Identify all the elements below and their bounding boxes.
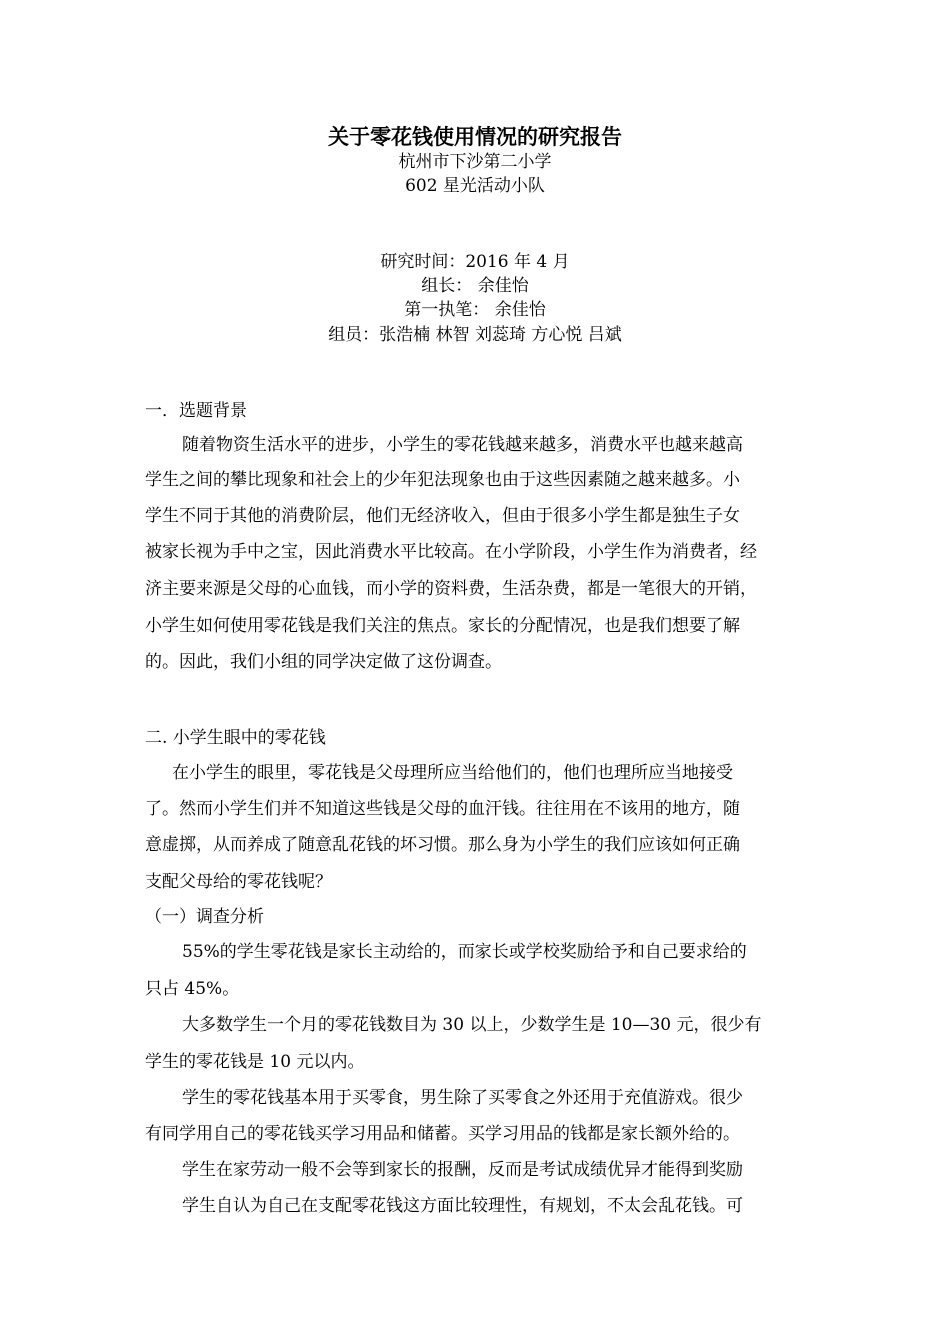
- school-name: 杭州市下沙第二小学: [398, 152, 552, 172]
- paragraph-line: 意虚掷，从而养成了随意乱花钱的坏习惯。那么身为小学生的我们应该如何正确: [145, 835, 740, 855]
- team-name: 602 星光活动小队: [405, 176, 545, 196]
- section-1-heading: 一．选题背景: [145, 401, 247, 421]
- paragraph-line: 学生自认为自己在支配零花钱这方面比较理性，有规划，不太会乱花钱。可: [182, 1196, 743, 1216]
- paragraph-line: 学生之间的攀比现象和社会上的少年犯法现象也由于这些因素随之越来越多。小: [145, 470, 740, 490]
- paragraph-line: 55%的学生零花钱是家长主动给的，而家长或学校奖励给予和自己要求给的: [182, 942, 747, 962]
- paragraph-line: 了。然而小学生们并不知道这些钱是父母的血汗钱。往往用在不该用的地方，随: [145, 799, 740, 819]
- paragraph-line: 被家长视为手中之宝，因此消费水平比较高。在小学阶段，小学生作为消费者，经: [145, 542, 757, 562]
- first-writer: 第一执笔： 余佳怡: [404, 300, 546, 320]
- paragraph-line: 学生的零花钱是 10 元以内。: [145, 1052, 365, 1072]
- research-time: 研究时间：2016 年 4 月: [380, 252, 570, 272]
- sub-heading-analysis: （一）调查分析: [145, 907, 264, 927]
- paragraph-line: 学生不同于其他的消费阶层，他们无经济收入，但由于很多小学生都是独生子女: [145, 506, 740, 526]
- paragraph-line: 的。因此，我们小组的同学决定做了这份调查。: [145, 652, 502, 672]
- paragraph-line: 大多数学生一个月的零花钱数目为 30 以上，少数学生是 10—30 元，很少有: [182, 1015, 762, 1035]
- paragraph-line: 在小学生的眼里，零花钱是父母理所应当给他们的，他们也理所应当地接受: [172, 763, 733, 783]
- section-2-heading: 二. 小学生眼中的零花钱: [145, 728, 326, 748]
- paragraph-line: 支配父母给的零花钱呢？: [145, 872, 332, 892]
- paragraph-line: 有同学用自己的零花钱买学习用品和储蓄。买学习用品的钱都是家长额外给的。: [145, 1124, 740, 1144]
- paragraph-line: 学生在家劳动一般不会等到家长的报酬，反而是考试成绩优异才能得到奖励: [182, 1160, 743, 1180]
- paragraph-line: 济主要来源是父母的心血钱，而小学的资料费，生活杂费，都是一笔很大的开销，: [145, 579, 757, 599]
- paragraph-line: 只占 45%。: [145, 979, 240, 999]
- paragraph-line: 随着物资生活水平的进步，小学生的零花钱越来越多，消费水平也越来越高: [182, 435, 743, 455]
- paragraph-line: 小学生如何使用零花钱是我们关注的焦点。家长的分配情况，也是我们想要了解: [145, 616, 740, 636]
- group-members: 组员：张浩楠 林智 刘蕊琦 方心悦 吕斌: [328, 325, 622, 345]
- paragraph-line: 学生的零花钱基本用于买零食，男生除了买零食之外还用于充值游戏。很少: [182, 1088, 743, 1108]
- report-title: 关于零花钱使用情况的研究报告: [328, 124, 622, 149]
- group-leader: 组长： 余佳怡: [421, 276, 529, 296]
